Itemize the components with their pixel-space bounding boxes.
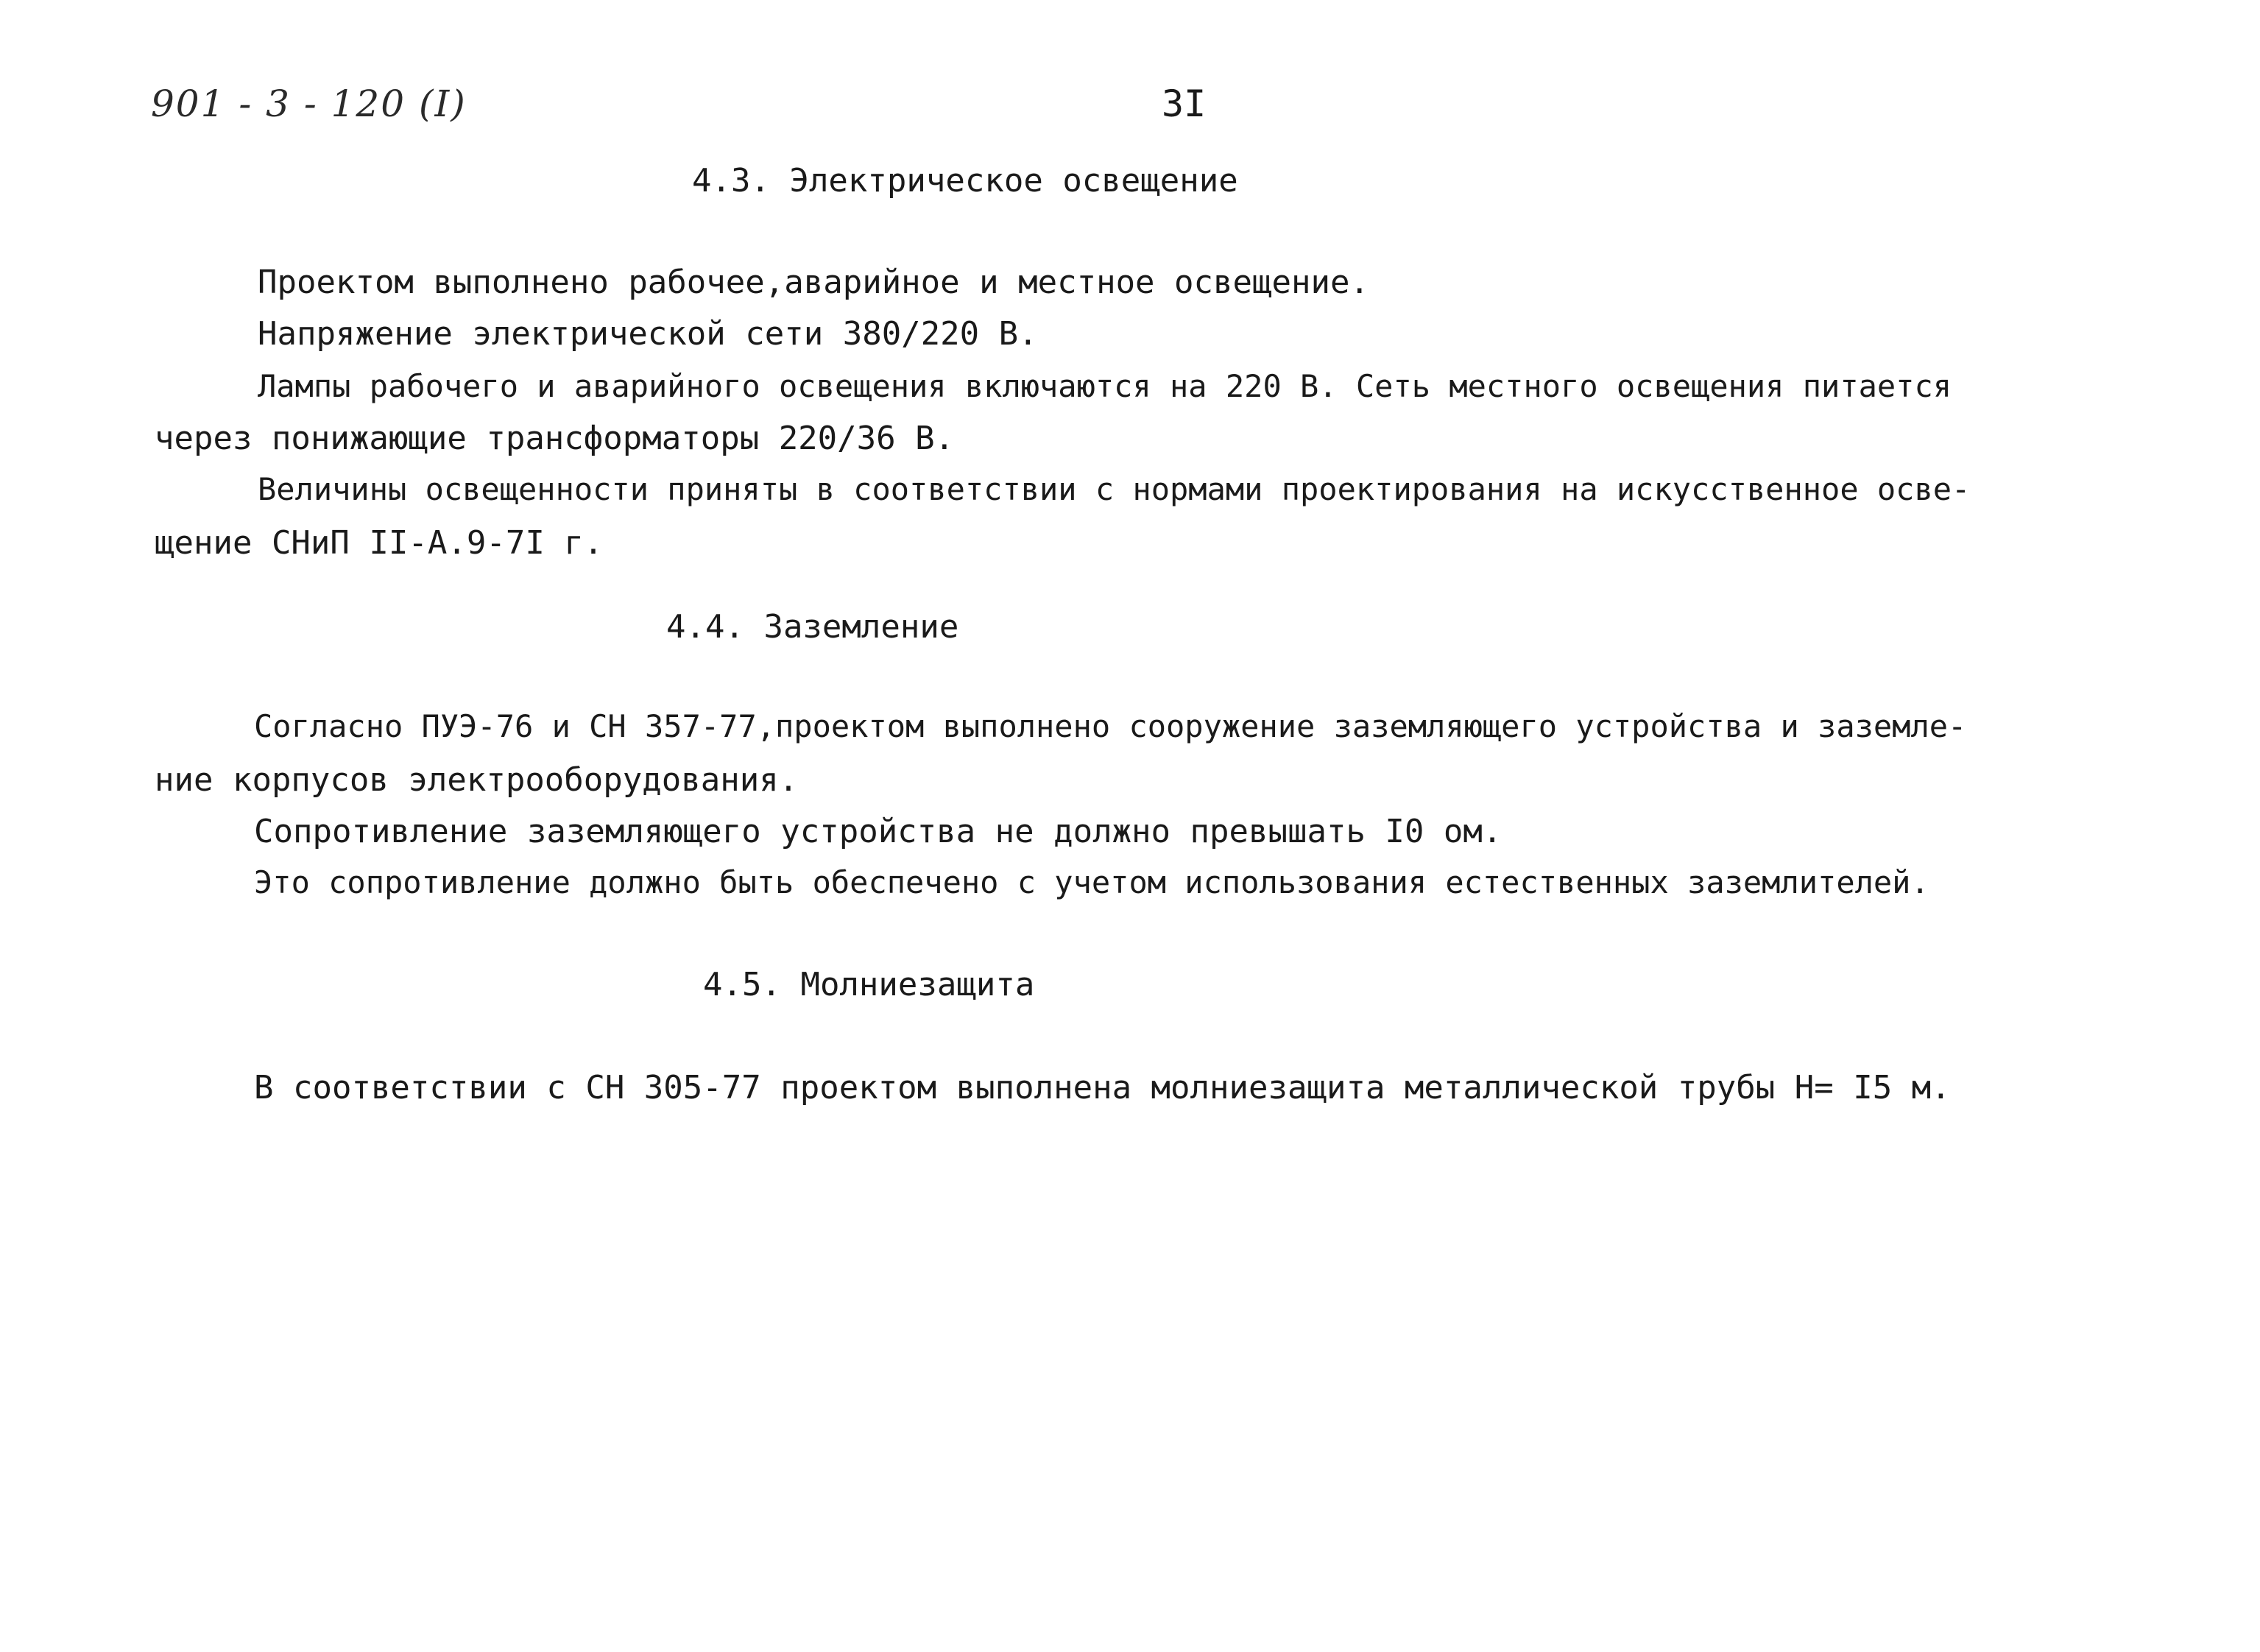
section-heading-lightning-protection: 4.5. Молниезащита [703,966,1035,1003]
section-heading-lighting: 4.3. Электрическое освещение [692,162,1238,200]
paragraph-line: Сопротивление заземляющего устройства не должно превышать I0 ом. [254,813,1502,850]
section-heading-grounding: 4.4. Заземление [666,608,959,646]
paragraph-line: Лампы рабочего и аварийного освещения включаются на 220 В. Сеть местного освещения питается [258,368,1952,404]
paragraph-line: ние корпусов электрооборудования. [155,761,799,799]
paragraph-line: через понижающие трансформаторы 220/36 В. [155,420,955,457]
document-code: 901 - 3 - 120 (I) [151,82,467,125]
paragraph-line: Проектом выполнено рабочее,аварийное и местное освещение. [258,264,1369,301]
paragraph-line: Напряжение электрической сети 380/220 В. [258,315,1038,353]
paragraph-line: Величины освещенности приняты в соответствии с нормами проектирования на искусственное осве- [258,471,1971,507]
paragraph-line: Это сопротивление должно быть обеспечено с учетом использования естественных заземлителей. [254,864,1929,900]
page-number: 3I [1162,82,1207,125]
paragraph-line: щение СНиП II-А.9-7I г. [155,524,604,562]
paragraph-line: В соответствии с СН 305-77 проектом выполнена молниезащита металлической трубы Н= I5 м. [254,1069,1951,1106]
paragraph-line: Согласно ПУЭ-76 и СН 357-77,проектом выполнено сооружение заземляющего устройства и заземле- [254,708,1967,744]
